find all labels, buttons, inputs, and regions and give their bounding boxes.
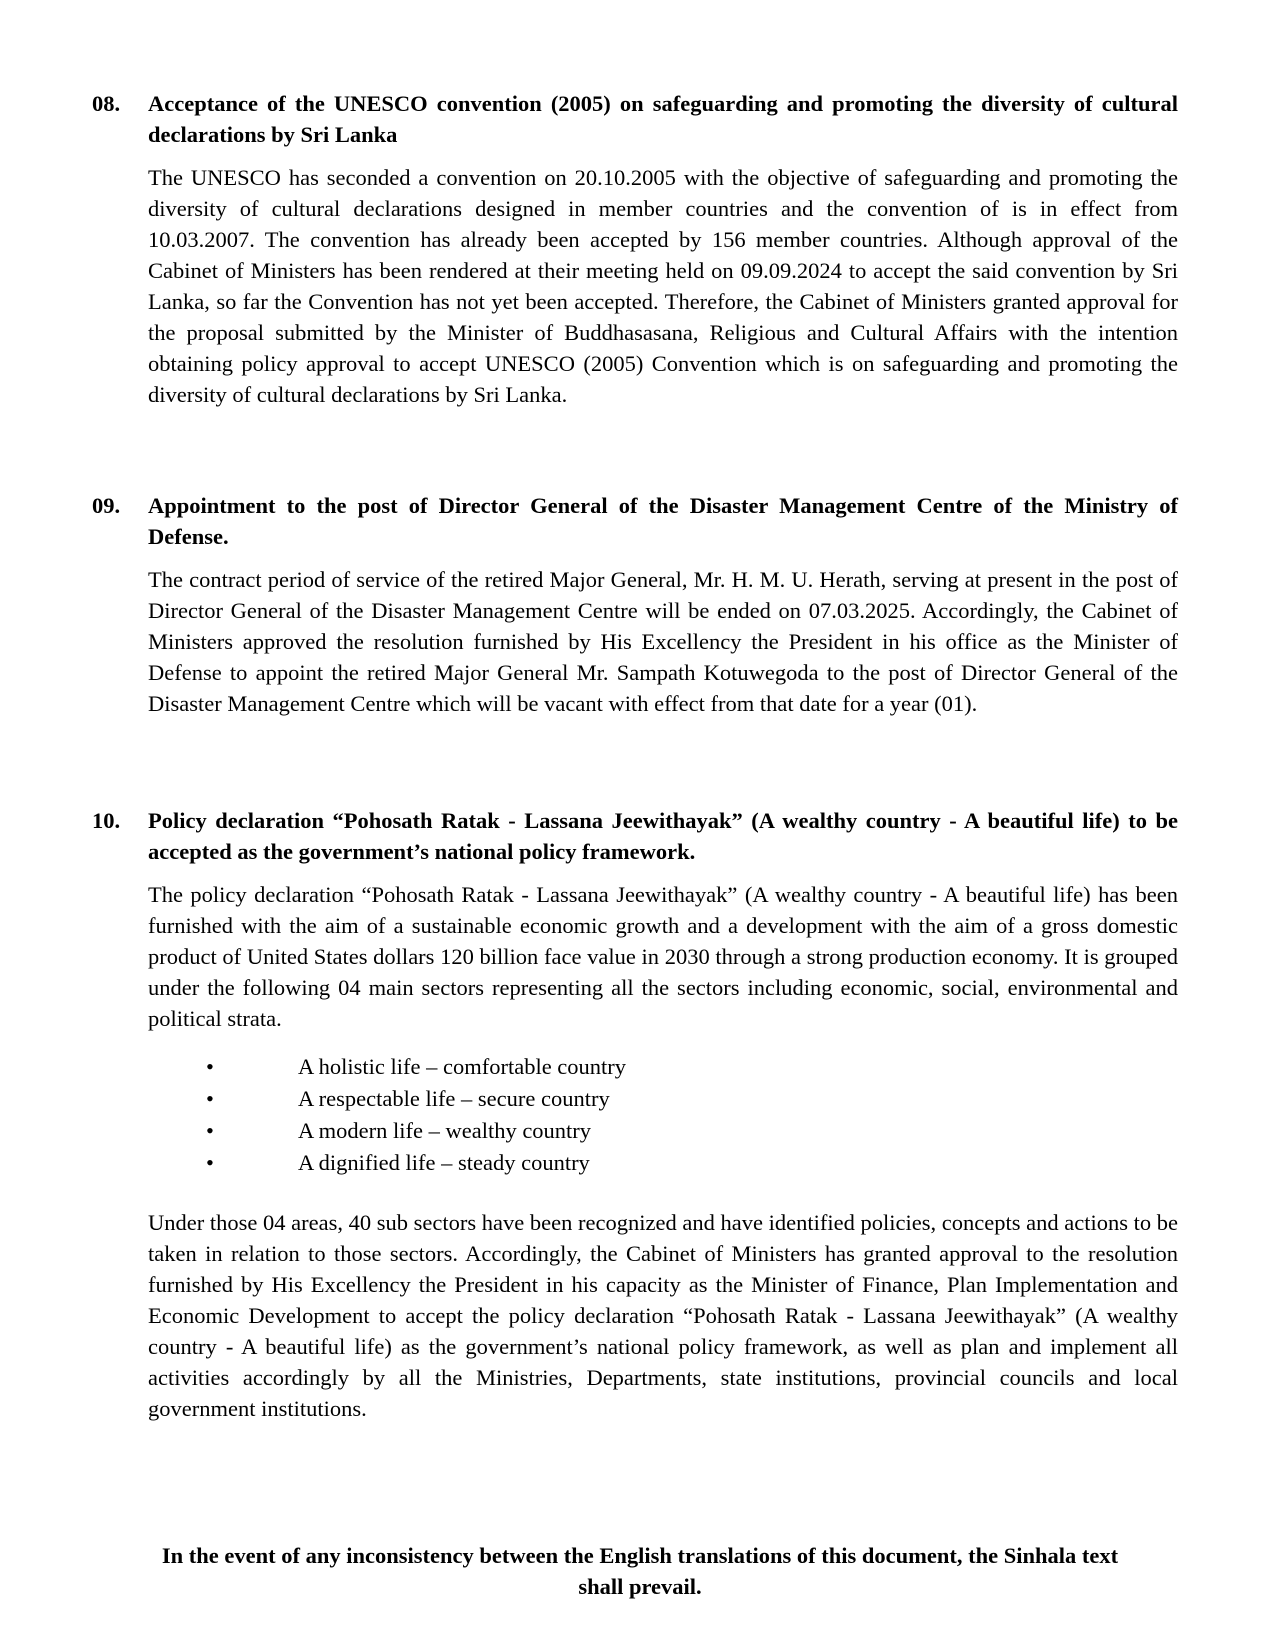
section-paragraph: Under those 04 areas, 40 sub sectors have been recognized and have identified policies, concepts and actions to be taken in relation to those sectors. Accordingly, the Cabinet of Ministers has granted approval to the resolution furnished by His Excellency the President in his capacity as the Minister of Finance, Plan Implementation and Economic Development to accept the policy declaration “Pohosath Ratak - Lassana Jeewithayak” (A wealthy country - A beautiful life) as the government’s national policy framework, as well as plan and implement all activities accordingly by all the Ministries, Departments, state institutions, provincial councils and local government institutions. <box>148 1210 1178 1421</box>
list-item-text: A modern life – wealthy country <box>298 1118 592 1143</box>
section-number: 10. <box>92 808 121 833</box>
section-paragraph: The contract period of service of the retired Major General, Mr. H. M. U. Herath, serving at present in the post of Director General of the Disaster Management Centre will be ended on 07.03.2025. Accordingly, the Cabinet of Ministers approved the resolution furnished by His Excellency the President in his office as the Minister of Defense to appoint the retired Major General Mr. Sampath Kotuwegoda to the post of Director General of the Disaster Management Centre which will be vacant with effect from that date for a year (01). <box>148 567 1178 716</box>
section-title: Acceptance of the UNESCO convention (2005) on safeguarding and promoting the diversity of cultural declarations by Sri Lanka <box>148 91 1178 147</box>
bullet-icon: • <box>206 1118 214 1143</box>
section-number: 09. <box>92 493 121 518</box>
section-paragraph: The policy declaration “Pohosath Ratak - Lassana Jeewithayak” (A wealthy country - A beautiful life) has been furnished with the aim of a sustainable economic growth and a development with the aim of a gross domestic product of United States dollars 120 billion face value in 2030 through a strong production economy. It is grouped under the following 04 main sectors representing all the sectors including economic, social, environmental and political strata. <box>148 882 1178 1031</box>
section-number: 08. <box>92 91 121 116</box>
section-paragraph: The UNESCO has seconded a convention on 20.10.2005 with the objective of safeguarding and promoting the diversity of cultural declarations designed in member countries and the convention of is in effect from 10.03.2007. The convention has already been accepted by 156 member countries. Although approval of the Cabinet of Ministers has been rendered at their meeting held on 09.09.2024 to accept the said convention by Sri Lanka, so far the Convention has not yet been accepted. Therefore, the Cabinet of Ministers granted approval for the proposal submitted by the Minister of Buddhasasana, Religious and Cultural Affairs with the intention obtaining policy approval to accept UNESCO (2005) Convention which is on safeguarding and promoting the diversity of cultural declarations by Sri Lanka. <box>148 165 1178 407</box>
list-item <box>148 1051 1178 1083</box>
list-item-text: A respectable life – secure country <box>298 1086 610 1111</box>
bullet-icon: • <box>206 1150 214 1175</box>
section-heading <box>92 490 1178 552</box>
footer-note: In the event of any inconsistency between the English translations of this document, the Sinhala text shall prevail. <box>161 1543 1119 1599</box>
section-09 <box>92 490 1178 719</box>
bullet-list <box>148 1051 1178 1179</box>
section-08 <box>92 88 1178 410</box>
list-item-text: A dignified life – steady country <box>298 1150 590 1175</box>
list-item <box>148 1083 1178 1115</box>
bullet-icon: • <box>206 1054 214 1079</box>
list-item-text: A holistic life – comfortable country <box>298 1054 627 1079</box>
list-item <box>148 1115 1178 1147</box>
bullet-icon: • <box>206 1086 214 1111</box>
list-item <box>148 1147 1178 1179</box>
section-10 <box>92 805 1178 1424</box>
section-title: Appointment to the post of Director General of the Disaster Management Centre of the Ministry of Defense. <box>148 493 1178 549</box>
section-title: Policy declaration “Pohosath Ratak - Lassana Jeewithayak” (A wealthy country - A beautiful life) to be accepted as the government’s national policy framework. <box>148 808 1178 864</box>
section-heading <box>92 88 1178 150</box>
section-heading <box>92 805 1178 867</box>
